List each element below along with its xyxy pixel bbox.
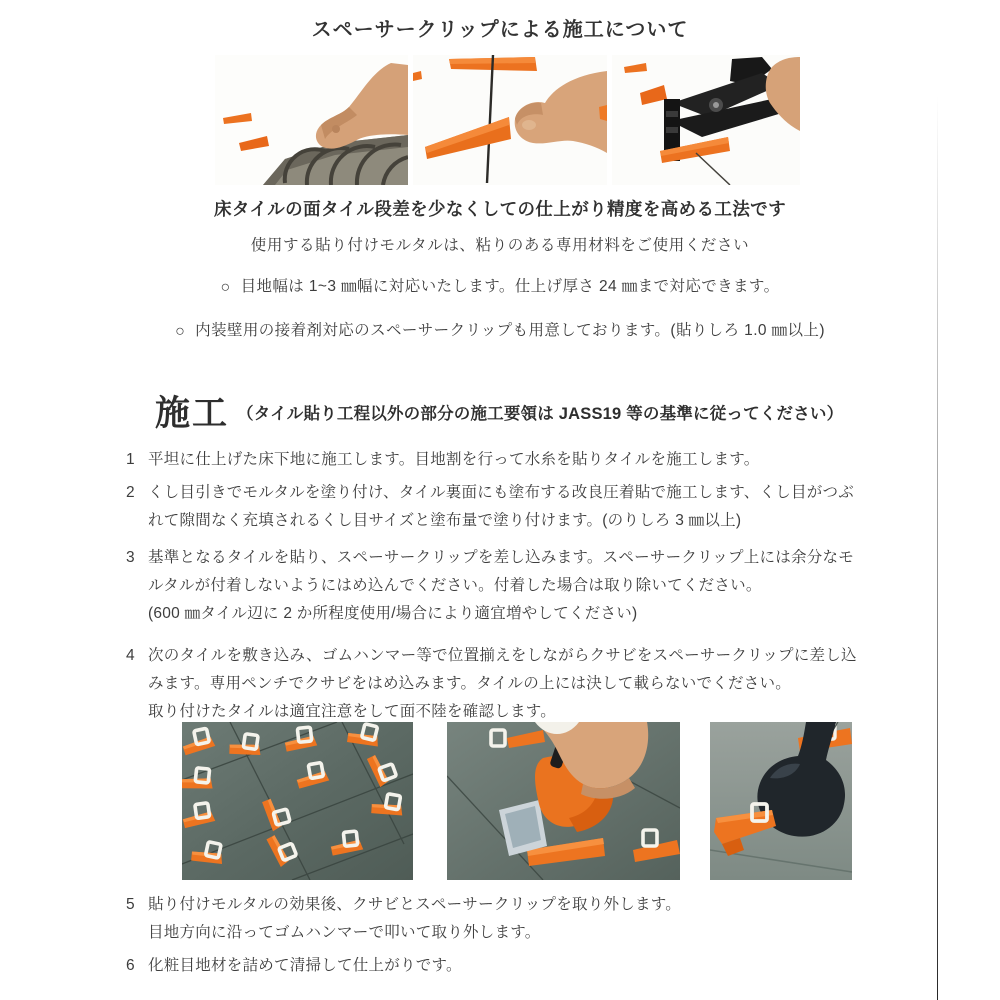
photo-pliers-tool (612, 55, 800, 185)
step-text: 目地方向に沿ってゴムハンマーで叩いて取り外します。 (148, 924, 541, 941)
step-text: みます。専用ペンチでクサビをはめ込みます。タイルの上には決して載らないでください。 (148, 675, 791, 692)
scan-artifact-line (937, 95, 938, 1000)
step-text: 基準となるタイルを貼り、スペーサークリップを差し込みます。スペーサークリップ上には余分なモ (148, 549, 854, 566)
lead-heading: 床タイルの面タイル段差を少なくしての仕上がり精度を高める工法です (213, 199, 787, 219)
bullet-text: 目地幅は 1~3 ㎜幅に対応いたします。仕上げ厚さ 24 ㎜まで対応できます。 (240, 278, 780, 295)
step-number: 3 (126, 549, 135, 566)
bullet-item-wall-clip (0, 318, 1000, 341)
step-text: (600 ㎜タイル辺に 2 か所程度使用/場合により適宜増やしてください) (148, 605, 638, 622)
lead-subtext: 使用する貼り付けモルタルは、粘りのある専用材料をご使用ください (250, 237, 750, 254)
photo-clip-into-mortar (215, 55, 408, 185)
step-item-2 (126, 479, 896, 535)
photo-rubber-mallet (710, 722, 852, 880)
step-text: 取り付けたタイルは適宜注意をして面不陸を確認します。 (148, 703, 556, 720)
bullet-item-joint-width (0, 274, 1000, 297)
pliers-on-floor-illustration (447, 722, 680, 880)
step-number: 6 (126, 957, 135, 974)
circle-bullet-icon: ○ (220, 279, 231, 296)
bullet-text: 内装壁用の接着剤対応のスペーサークリップも用意しております。(貼りしろ 1.0 ㎜以上) (195, 322, 825, 339)
circle-bullet-icon: ○ (175, 323, 186, 340)
step-text: 貼り付けモルタルの効果後、クサビとスペーサークリップを取り外します。 (148, 896, 682, 913)
step-item-6 (126, 952, 896, 980)
page-title: スペーサークリップによる施工について (311, 19, 689, 41)
pliers-illustration (612, 55, 800, 185)
step-item-5 (126, 891, 896, 947)
step-number: 1 (126, 451, 135, 468)
middle-photo-strip (182, 722, 862, 880)
rubber-mallet-illustration (710, 722, 852, 880)
step-number: 5 (126, 896, 135, 913)
step-item-3 (126, 544, 896, 628)
photo-wedge-insert-by-hand (413, 55, 607, 185)
tile-floor-illustration (182, 722, 413, 880)
section-note: （タイル貼り工程以外の部分の施工要領は JASS19 等の基準に従ってください） (237, 405, 844, 423)
step-text: 次のタイルを敷き込み、ゴムハンマー等で位置揃えをしながらクサビをスペーサークリップに差し込 (148, 647, 857, 664)
step-item-1 (126, 446, 896, 474)
photo-pliers-on-floor (447, 722, 680, 880)
step-text: れて隙間なく充填されるくし目サイズと塗布量で塗り付けます。(のりしろ 3 ㎜以上) (148, 512, 742, 529)
step-text: 化粧目地材を詰めて清掃して仕上がりです。 (148, 957, 462, 974)
step-item-4 (126, 642, 896, 726)
step-text: ルタルが付着しないようにはめ込んでください。付着した場合は取り除いてください。 (148, 577, 762, 594)
section-title: 施工 (155, 394, 230, 433)
top-photo-strip (215, 55, 800, 185)
clip-into-mortar-illustration (215, 55, 408, 185)
step-text: くし目引きでモルタルを塗り付け、タイル裏面にも塗布する改良圧着貼で施工します、くし目がつぶ (148, 484, 854, 501)
bullet-list (0, 274, 1000, 362)
section-heading (155, 386, 915, 436)
step-number: 2 (126, 484, 135, 501)
step-number: 4 (126, 647, 135, 664)
photo-clips-on-tile-floor (182, 722, 413, 880)
step-text: 平坦に仕上げた床下地に施工します。目地割を行って水糸を貼りタイルを施工します。 (148, 451, 760, 468)
wedge-insert-illustration (413, 55, 607, 185)
